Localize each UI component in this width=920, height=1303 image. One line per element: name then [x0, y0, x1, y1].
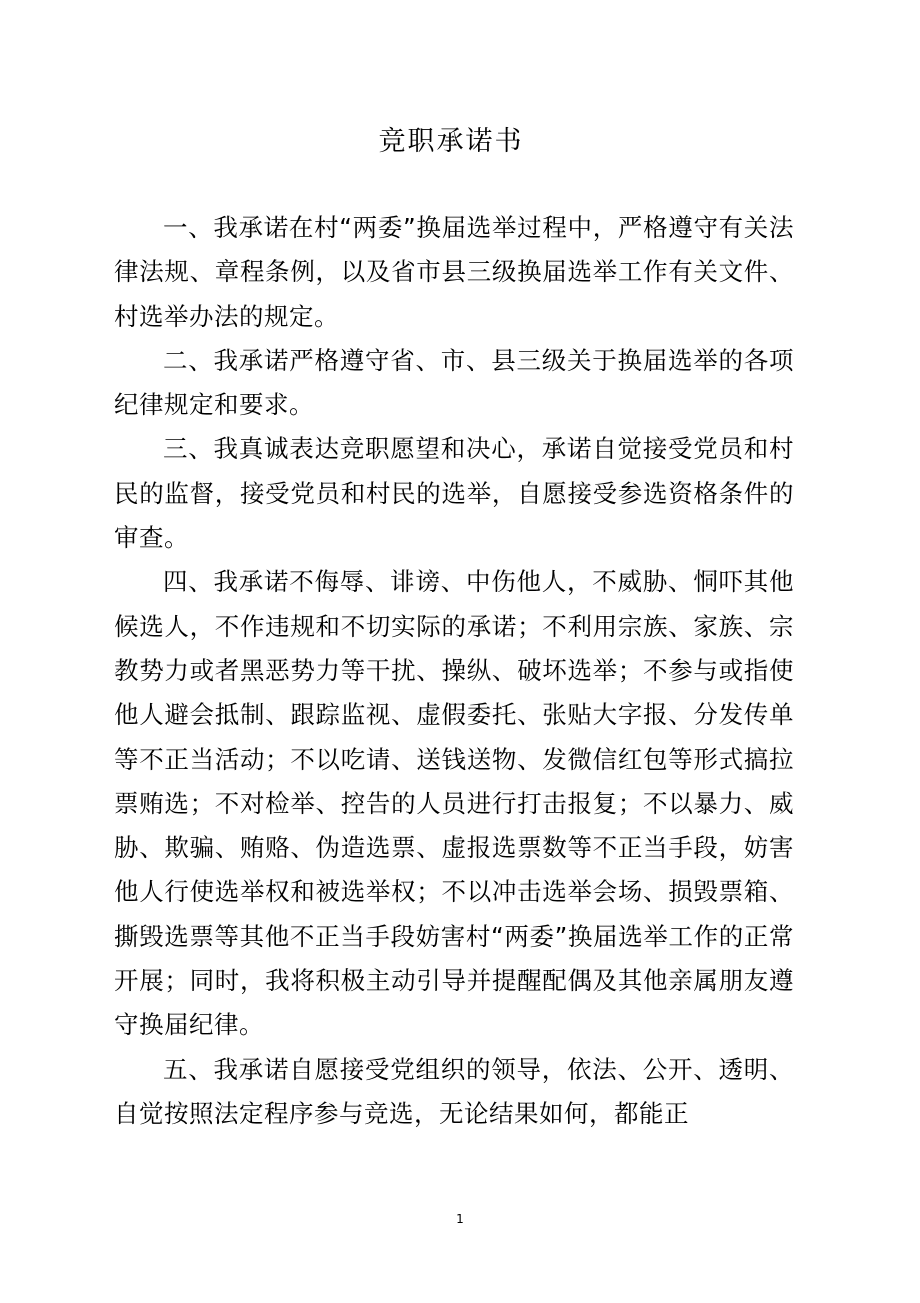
paragraph-3: 三、我真诚表达竞职愿望和决心，承诺自觉接受党员和村民的监督，接受党员和村民的选举，自愿接受参选资格条件的审查。 [114, 434, 794, 553]
paragraph-1: 一、我承诺在村“两委”换届选举过程中，严格遵守有关法律法规、章程条例，以及省市县三级换届选举工作有关文件、村选举办法的规定。 [114, 213, 794, 331]
document-title: 竞职承诺书 [378, 126, 524, 157]
paragraph-2: 二、我承诺严格遵守省、市、县三级关于换届选举的各项纪律规定和要求。 [114, 345, 794, 420]
page-number: 1 [456, 1212, 464, 1226]
document-body [114, 206, 794, 1136]
paragraph-4: 四、我承诺不侮辱、诽谤、中伤他人，不威胁、恫吓其他候选人，不作违规和不切实际的承诺；不利用宗族、家族、宗教势力或者黑恶势力等干扰、操纵、破坏选举；不参与或指使他人避会抵制、跟踪监视、虚假委托、张贴大字报、分发传单等不正当活动；不以吃请、送钱送物、发微信红包等形式搞拉票贿选；不对检举、控告的人员进行打击报复；不以暴力、威胁、欺骗、贿赂、伪造选票、虚报选票数等不正当手段，妨害他人行使选举权和被选举权；不以冲击选举会场、损毁票箱、撕毁选票等其他不正当手段妨害村“两委”换届选举工作的正常开展；同时，我将积极主动引导并提醒配偶及其他亲属朋友遵守换届纪律。 [114, 567, 794, 1040]
paragraph-5: 五、我承诺自愿接受党组织的领导，依法、公开、透明、自觉按照法定程序参与竞选，无论结果如何，都能正 [114, 1054, 794, 1128]
